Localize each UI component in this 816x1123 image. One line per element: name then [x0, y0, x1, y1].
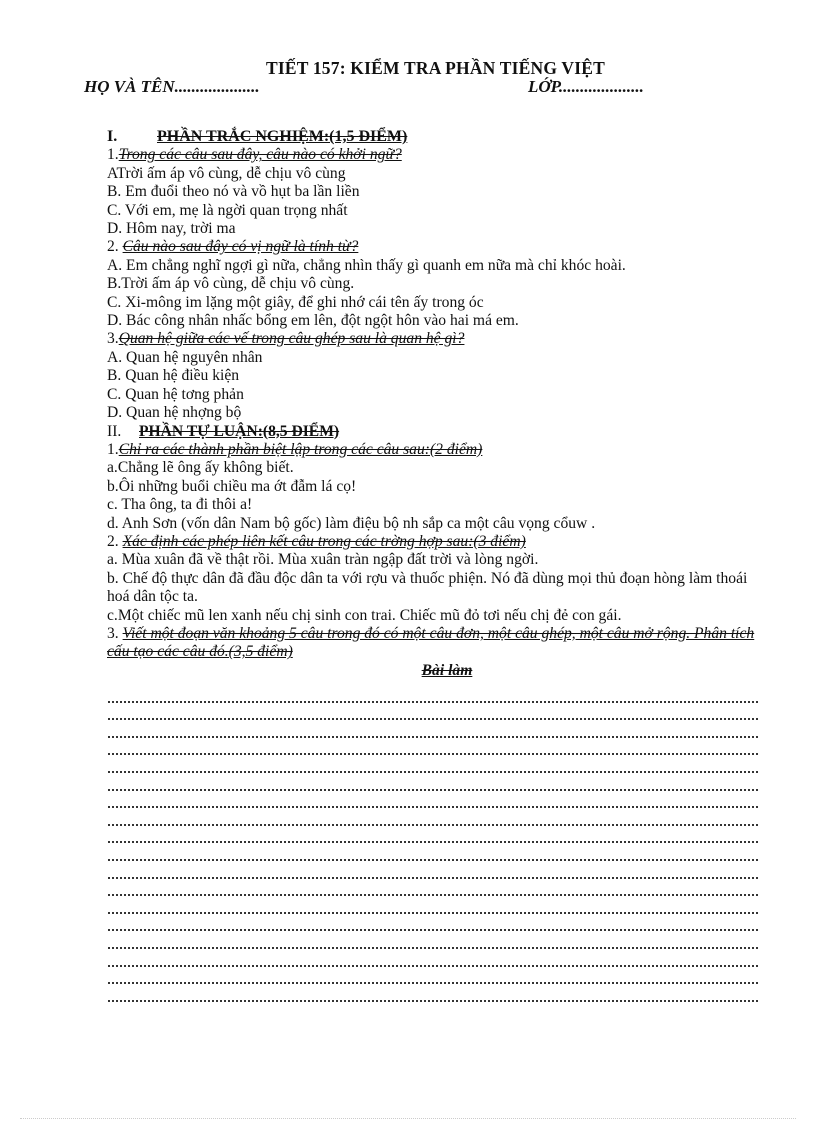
answer-line-dots	[108, 753, 758, 755]
answer-line-dots	[108, 806, 758, 808]
answer-line	[108, 741, 758, 759]
answer-line	[108, 794, 758, 812]
q1-option-d: D. Hôm nay, trời ma	[107, 220, 236, 238]
answer-line-dots	[108, 701, 758, 703]
question-1: 1.Trong các câu sau đây, câu nào có khởi ngữ?	[107, 146, 402, 164]
answer-line-dots	[108, 736, 758, 738]
answer-line	[108, 706, 758, 724]
answer-line	[108, 688, 758, 706]
answer-line-dots	[108, 947, 758, 949]
part2-heading: II. PHẦN TỰ LUẬN:(8,5 ĐIỂM)	[107, 422, 340, 440]
answer-line	[108, 952, 758, 970]
answer-line-dots	[108, 982, 758, 984]
q1-option-c: C. Với em, mẹ là ngời quan trọng nhất	[107, 201, 348, 219]
q2-option-b: B.Trời ấm áp vô cùng, dễ chịu vô cùng.	[107, 275, 355, 293]
answer-line-dots	[108, 929, 758, 931]
eq2-item-c: c.Một chiếc mũ len xanh nếu chị sinh con trai. Chiếc mũ đỏ tơi nếu chị đẻ con gái.	[107, 606, 622, 624]
answer-line	[108, 917, 758, 935]
answer-line-dots	[108, 1000, 758, 1002]
student-name-field: HỌ VÀ TÊN....................	[84, 77, 260, 96]
q2-option-d: D. Bác công nhân nhấc bổng em lên, đột ngột hôn vào hai má em.	[107, 312, 519, 330]
answer-line-dots	[108, 841, 758, 843]
essay-question-1: 1.Chỉ ra các thành phần biệt lập trong các câu sau:(2 điểm)	[107, 440, 483, 458]
answer-line	[108, 970, 758, 988]
answer-line	[108, 899, 758, 917]
answer-line-dots	[108, 912, 758, 914]
q3-option-a: A. Quan hệ nguyên nhân	[107, 348, 263, 366]
exam-content	[107, 128, 767, 680]
answer-line	[108, 758, 758, 776]
q1-option-a: ATrời ấm áp vô cùng, dễ chịu vô cùng	[107, 164, 346, 182]
answer-line	[108, 882, 758, 900]
q3-option-c: C. Quan hệ tơng phản	[107, 385, 244, 403]
answer-line-dots	[108, 894, 758, 896]
answer-line-dots	[108, 877, 758, 879]
answer-line	[108, 864, 758, 882]
q1-option-b: B. Em đuổi theo nó và vồ hụt ba lần liền	[107, 183, 360, 201]
answer-line-dots	[108, 965, 758, 967]
answer-line	[108, 987, 758, 1005]
answer-line	[108, 776, 758, 794]
essay-question-3: 3. Viết một đoạn văn khoảng 5 câu trong đó có một câu đơn, một câu ghép, một câu mở rộng. Phân tích cấu tạo các câu đó.(3,5 điểm)	[107, 624, 755, 661]
q2-option-c: C. Xi-mông im lặng một giây, để ghi nhớ cái tên ấy trong óc	[107, 293, 484, 311]
answer-line-dots	[108, 789, 758, 791]
q2-option-a: A. Em chẳng nghĩ ngợi gì nữa, chẳng nhìn thấy gì quanh em nữa mà chỉ khóc hoài.	[107, 256, 626, 274]
q3-option-b: B. Quan hệ điều kiện	[107, 367, 240, 385]
answer-line-dots	[108, 718, 758, 720]
eq2-item-a: a. Mùa xuân đã về thật rồi. Mùa xuân tràn ngập đất trời và lòng ngời.	[107, 551, 539, 569]
answer-line-dots	[108, 771, 758, 773]
eq1-item-d: d. Anh Sơn (vốn dân Nam bộ gốc) làm điệu bộ nh sắp ca một câu vọng cổuw .	[107, 514, 596, 532]
answer-line-dots	[108, 824, 758, 826]
answer-line	[108, 723, 758, 741]
answer-line	[108, 846, 758, 864]
part1-heading: I. PHẦN TRẮC NGHIỆM:(1,5 ĐIỂM)	[107, 128, 408, 145]
eq1-item-b: b.Ôi những buổi chiều ma ớt đẫm lá cọ!	[107, 477, 357, 495]
answer-line-dots	[108, 859, 758, 861]
eq2-item-b: b. Chế độ thực dân đã đầu độc dân ta với rợu và thuốc phiện. Nó đã dùng mọi thủ đoạn hòng làm thoái hoá dân tộc ta.	[107, 569, 748, 606]
exam-title: TIẾT 157: KIỂM TRA PHẦN TIẾNG VIỆT	[265, 58, 606, 78]
essay-question-2: 2. Xác định các phép liên kết câu trong các trờng hợp sau:(3 điểm)	[107, 532, 526, 550]
answer-line	[108, 934, 758, 952]
eq1-item-c: c. Tha ông, ta đi thôi a!	[107, 496, 253, 514]
page-bottom-border	[20, 1118, 796, 1119]
q3-option-d: D. Quan hệ nhợng bộ	[107, 404, 242, 422]
answer-line	[108, 811, 758, 829]
student-class-field: LỚP....................	[528, 77, 644, 96]
answer-line	[108, 829, 758, 847]
question-2: 2. Câu nào sau đây có vị ngữ là tính từ?	[107, 238, 359, 256]
answer-lines	[108, 688, 758, 1005]
answer-section-title: Bài làm	[421, 661, 473, 679]
question-3: 3.Quan hệ giữa các vế trong câu ghép sau là quan hệ gì?	[107, 330, 465, 348]
eq1-item-a: a.Chẳng lẽ ông ấy không biết.	[107, 459, 294, 477]
